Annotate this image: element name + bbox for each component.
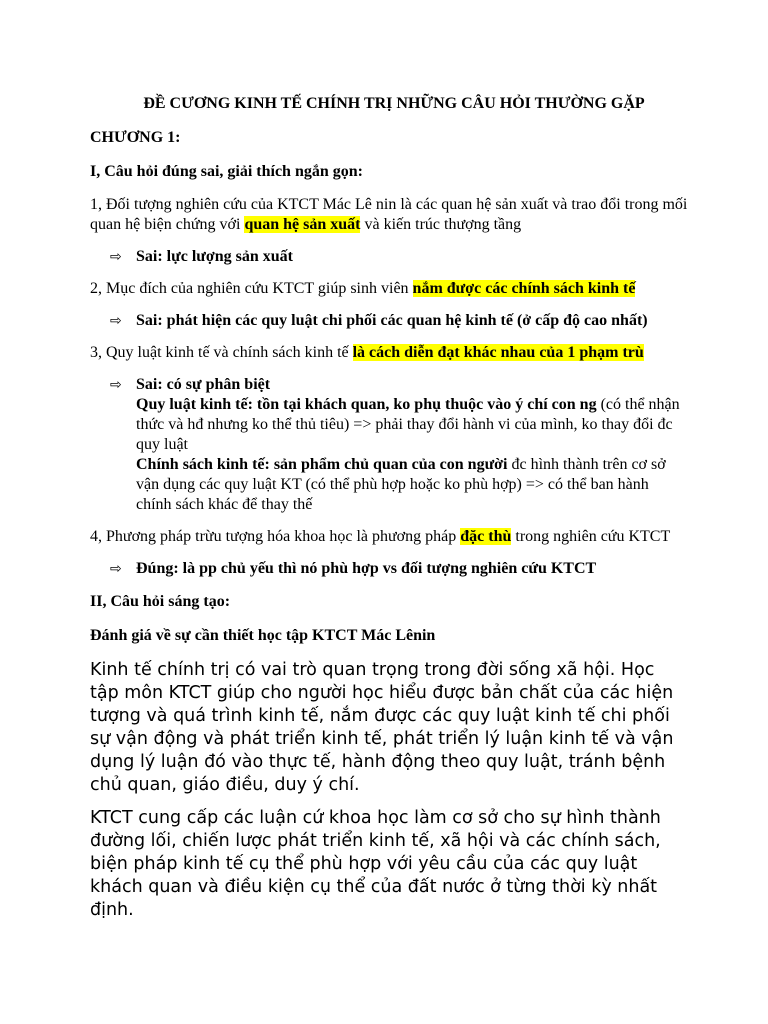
arrow-icon: ⇨ [110, 377, 122, 393]
answer-1 [110, 247, 688, 267]
answer-3-policy [136, 455, 688, 515]
essay-title: Đánh giá về sự cần thiết học tập KTCT Mác Lênin [90, 627, 436, 644]
answer-2-text: Sai: phát hiện các quy luật chi phối các quan hệ kinh tế (ở cấp độ cao nhất) [136, 312, 648, 329]
arrow-icon: ⇨ [110, 249, 122, 265]
question-3-highlight: là cách diễn đạt khác nhau của 1 phạm trù [352, 344, 644, 361]
answer-4-text: Đúng: là pp chủ yếu thì nó phù hợp vs đối tượng nghiên cứu KTCT [136, 560, 597, 577]
answer-1-text: Sai: lực lượng sản xuất [136, 248, 293, 265]
answer-3-policy-rest: đc hình thành trên cơ sở vận dụng các quy luật KT (có thể phù hợp hoặc ko phù hợp) => có thể ban hành chính sách khác để thay thế [136, 456, 666, 513]
question-4-highlight: đặc thù [460, 528, 512, 545]
answer-3 [110, 375, 688, 515]
question-2-highlight: nắm được các chính sách kinh tế [412, 280, 636, 297]
question-1-highlight: quan hệ sản xuất [244, 216, 361, 233]
answer-2 [110, 311, 688, 331]
arrow-icon: ⇨ [110, 313, 122, 329]
question-1 [90, 195, 688, 235]
section-heading-2: II, Câu hỏi sáng tạo: [90, 593, 231, 610]
answer-3-text: Sai: có sự phân biệt [136, 376, 271, 393]
answer-3-law-rest: (có thể nhận thức và hđ nhưng ko thể thủ tiêu) => phải thay đổi hành vi của mình, ko thay đổi đc quy luật [136, 396, 680, 453]
essay-paragraph-1: Kinh tế chính trị có vai trò quan trọng trong đời sống xã hội. Học tập môn KTCT giúp cho người học hiểu được bản chất của các hiện tượng và quá trình kinh tế, nắm được các quy luật kinh tế chi phối sự vận động và phát triển kinh tế, phát triển lý luận kinh tế và vận dụng lý luận đó vào thực tế, hành động theo quy luật, tránh bệnh chủ quan, giáo điều, duy ý chí. [90, 660, 674, 795]
question-1-text: 1, Đối tượng nghiên cứu của KTCT Mác Lê nin là các quan hệ sản xuất và trao đổi trong mối quan hệ biện chứng với [90, 196, 688, 233]
question-3-text: 3, Quy luật kinh tế và chính sách kinh tế [90, 344, 353, 361]
question-4 [90, 527, 688, 547]
essay-paragraph-2: KTCT cung cấp các luận cứ khoa học làm cơ sở cho sự hình thành đường lối, chiến lược phát triển kinh tế, xã hội và các chính sách, biện pháp kinh tế cụ thể phù hợp với yêu cầu của các quy luật khách quan và điều kiện cụ thể của đất nước ở từng thời kỳ nhất định. [90, 808, 661, 920]
answer-3-body [136, 375, 688, 515]
document-title: ĐỀ CƯƠNG KINH TẾ CHÍNH TRỊ NHỮNG CÂU HỎI THƯỜNG GẶP [143, 95, 645, 112]
answer-3-law-bold: Quy luật kinh tế: tồn tại khách quan, ko phụ thuộc vào ý chí con ng [136, 396, 597, 413]
question-4-text: 4, Phương pháp trừu tượng hóa khoa học là phương pháp [90, 528, 461, 545]
question-2 [90, 279, 688, 299]
question-4-text-end: trong nghiên cứu KTCT [511, 528, 671, 545]
chapter-heading: CHƯƠNG 1: [90, 129, 181, 146]
question-1-text-end: và kiến trúc thượng tầng [360, 216, 522, 233]
question-2-text: 2, Mục đích của nghiên cứu KTCT giúp sinh viên [90, 280, 413, 297]
question-3 [90, 343, 688, 363]
answer-4 [110, 559, 688, 579]
answer-3-law [136, 395, 688, 455]
section-heading-1: I, Câu hỏi đúng sai, giải thích ngắn gọn: [90, 163, 363, 180]
arrow-icon: ⇨ [110, 561, 122, 577]
answer-3-policy-bold: Chính sách kinh tế: sản phẩm chủ quan của con người [136, 456, 508, 473]
